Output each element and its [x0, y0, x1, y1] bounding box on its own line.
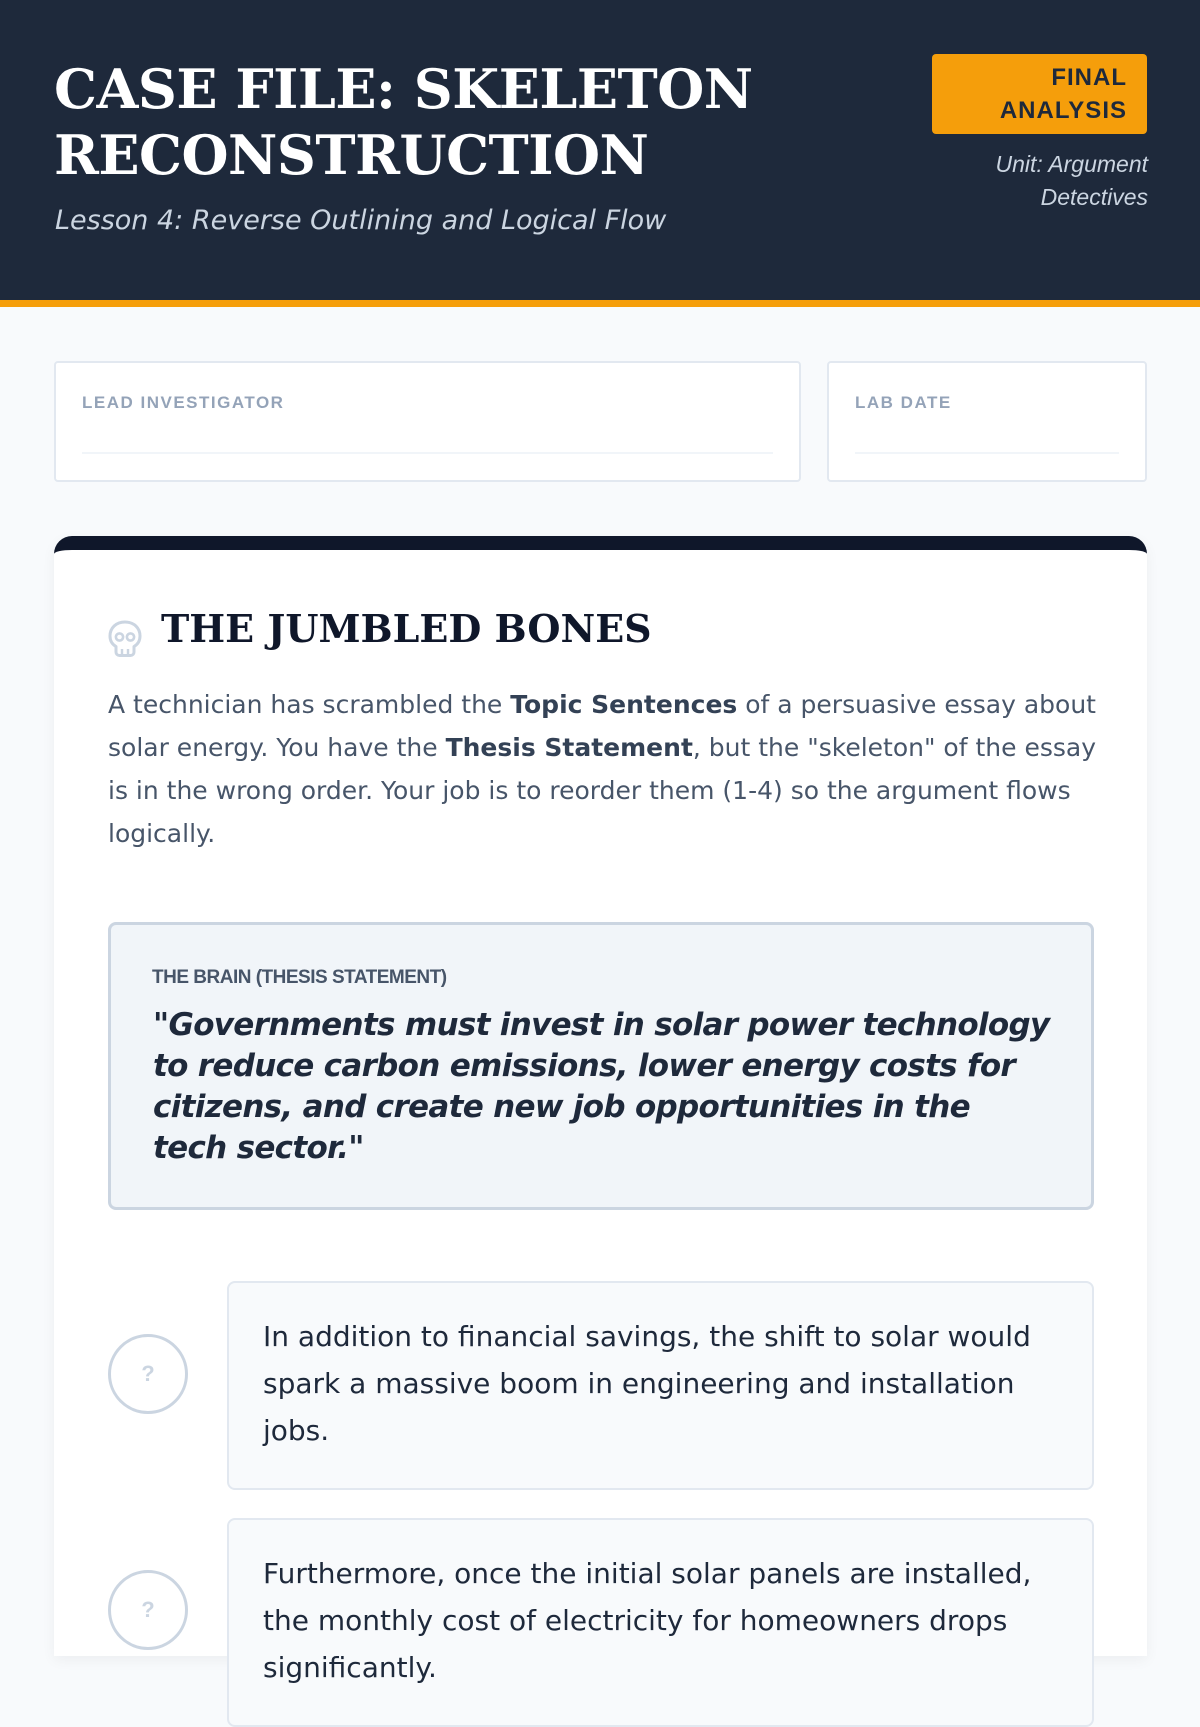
intro-text: A technician has scrambled the Topic Sentences of a persuasive essay about solar energy. You have the Thesis Statement, but the "skeleton" of the essay is in the wrong order. Your job is to reorder them (1-4) so the argument flows logically.: [108, 690, 1096, 848]
page-title: CASE FILE: SKELETON RECONSTRUCTION: [54, 57, 753, 187]
lab-date-input-line[interactable]: [855, 452, 1119, 454]
thesis-box: [108, 922, 1094, 1210]
lab-date-field[interactable]: [827, 361, 1147, 482]
thesis-label: THE BRAIN (THESIS STATEMENT): [152, 967, 447, 988]
jumbled-bones-card: [54, 536, 1147, 1684]
lead-investigator-label: LEAD INVESTIGATOR: [82, 393, 285, 412]
lead-investigator-input-line[interactable]: [82, 452, 773, 454]
thesis-statement-emphasis: Thesis Statement: [445, 733, 693, 762]
bone-card-2[interactable]: Furthermore, once the initial solar panels are installed, the monthly cost of electricity for homeowners drops significantly.: [227, 1518, 1094, 1727]
page-header: [0, 0, 1200, 307]
lesson-subtitle: Lesson 4: Reverse Outlining and Logical Flow: [55, 205, 667, 236]
final-analysis-badge: FINAL ANALYSIS: [932, 54, 1147, 134]
bone-card-1[interactable]: In addition to financial savings, the shift to solar would spark a massive boom in engineering and installation jobs.: [227, 1281, 1094, 1490]
skull-icon: [108, 620, 142, 658]
bone-order-input-1[interactable]: ?: [108, 1334, 188, 1414]
bone-order-input-2[interactable]: ?: [108, 1570, 188, 1650]
topic-sentences-emphasis: Topic Sentences: [510, 690, 738, 719]
section-title: THE JUMBLED BONES: [161, 606, 652, 651]
unit-label: Unit: Argument Detectives: [995, 151, 1148, 210]
thesis-text: "Governments must invest in solar power technology to reduce carbon emissions, lower energy costs for citizens, and create new job opportunities in the tech sector.": [153, 1007, 1050, 1166]
lab-date-label: LAB DATE: [855, 393, 952, 412]
lead-investigator-field[interactable]: [54, 361, 801, 482]
